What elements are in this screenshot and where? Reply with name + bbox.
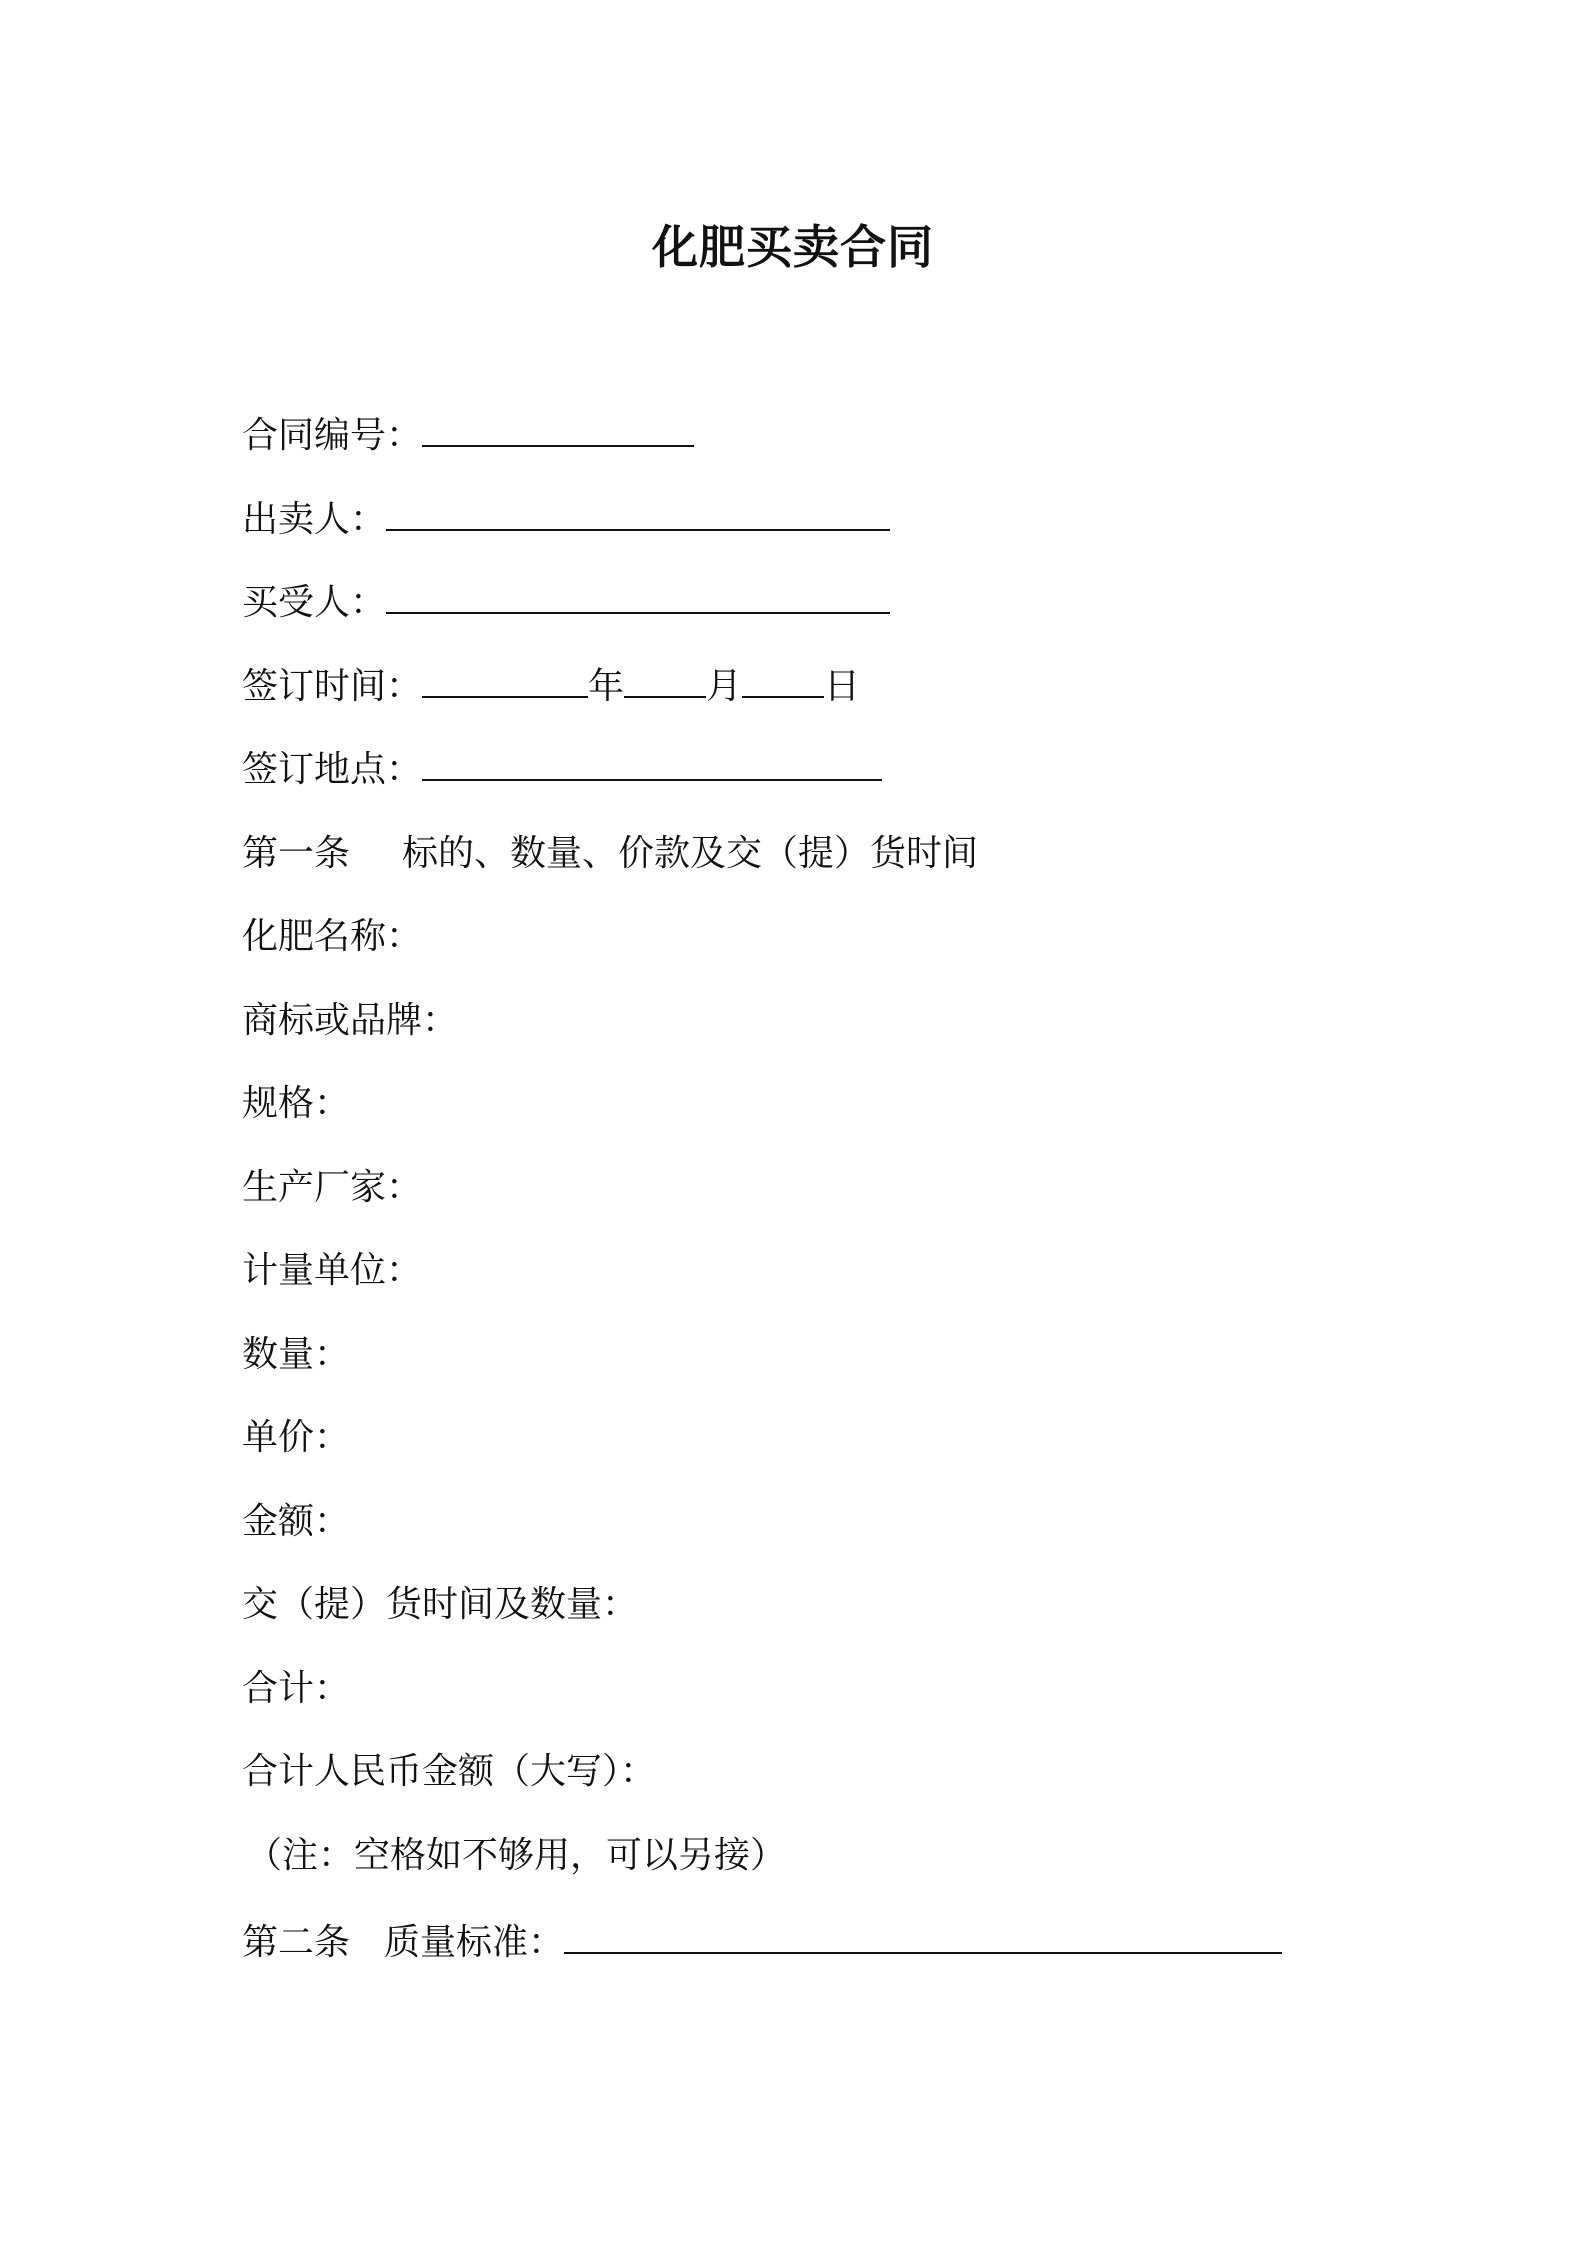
- item-spec: 规格：: [242, 1083, 351, 1124]
- article1-heading: [242, 829, 978, 879]
- seller-blank[interactable]: [386, 495, 890, 531]
- sign-place-line: [242, 745, 882, 795]
- article1-note: （注：空格如不够用，可以另接）: [246, 1835, 787, 1876]
- sign-month-blank[interactable]: [624, 662, 706, 698]
- item-amount: 金额：: [242, 1501, 351, 1542]
- item-unit: 计量单位：: [242, 1250, 423, 1291]
- item-quantity: 数量：: [242, 1334, 351, 1375]
- contract-no-label: 合同编号：: [242, 415, 423, 456]
- sign-year-label: 年: [588, 666, 625, 707]
- article2-number: 第二条: [242, 1922, 351, 1963]
- buyer-line: [242, 578, 890, 628]
- sign-date-line: [242, 662, 860, 712]
- sign-place-blank[interactable]: [422, 745, 882, 781]
- item-unit-price: 单价：: [242, 1417, 351, 1458]
- sign-year-blank[interactable]: [422, 662, 588, 698]
- contract-no-blank[interactable]: [422, 411, 694, 447]
- item-delivery: 交（提）货时间及数量：: [242, 1584, 639, 1625]
- article1-title: 标的、数量、价款及交（提）货时间: [402, 833, 979, 874]
- sign-day-label: 日: [824, 666, 861, 707]
- item-manufacturer: 生产厂家：: [242, 1167, 423, 1208]
- seller-line: [242, 495, 890, 545]
- item-total-rmb: 合计人民币金额（大写）：: [242, 1751, 657, 1792]
- buyer-blank[interactable]: [386, 578, 890, 614]
- sign-day-blank[interactable]: [742, 662, 824, 698]
- contract-no-line: [242, 411, 694, 461]
- sign-month-label: 月: [706, 666, 743, 707]
- sign-date-label: 签订时间：: [242, 666, 423, 707]
- seller-label: 出卖人：: [242, 499, 387, 540]
- quality-standard-blank[interactable]: [564, 1918, 1282, 1954]
- sign-place-label: 签订地点：: [242, 749, 423, 790]
- article1-number: 第一条: [242, 833, 351, 874]
- document-title: 化肥买卖合同: [652, 220, 934, 274]
- item-brand: 商标或品牌：: [242, 1000, 459, 1041]
- item-total: 合计：: [242, 1668, 351, 1709]
- buyer-label: 买受人：: [242, 582, 387, 623]
- article2-title: 质量标准：: [384, 1922, 565, 1963]
- item-fertilizer-name: 化肥名称：: [242, 916, 423, 957]
- article2-heading: [242, 1918, 1282, 1968]
